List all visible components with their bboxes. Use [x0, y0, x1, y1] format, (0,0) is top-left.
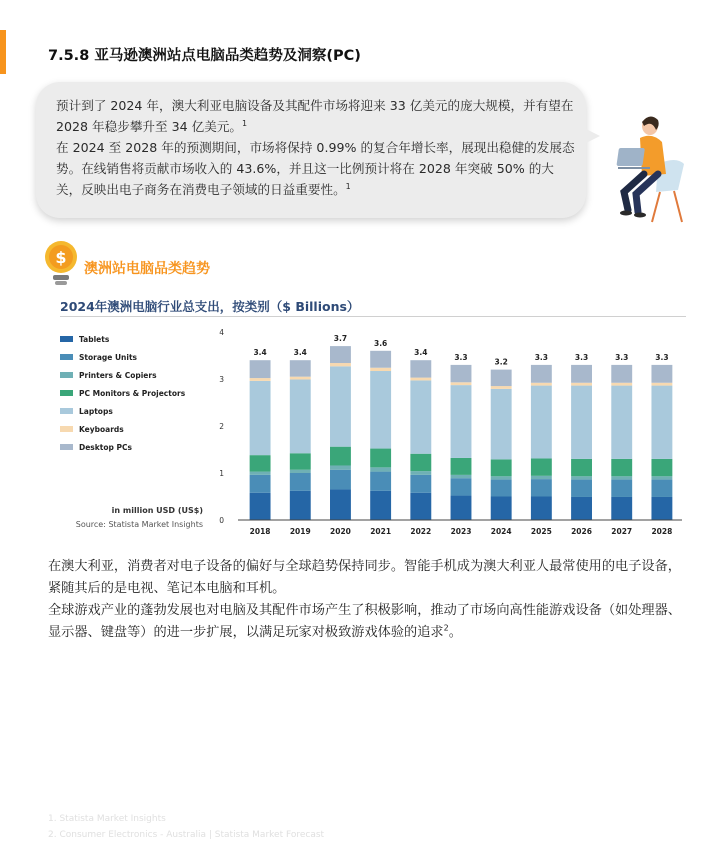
- x-tick-label: 2024: [490, 527, 512, 536]
- bar-segment: [290, 360, 311, 376]
- bar-total-label: 3.6: [373, 338, 388, 348]
- bar-total-label: 3.4: [253, 348, 267, 358]
- bar-total-label: 3.4: [414, 348, 428, 358]
- bar-segment: [370, 449, 391, 468]
- bar-segment: [451, 365, 472, 382]
- callout-text: [56, 95, 576, 200]
- bar-segment: [290, 379, 311, 453]
- chart-unit-label: in million USD (US$): [111, 506, 203, 515]
- chart-title: 2024年澳洲电脑行业总支出，按类别（$ Billions）: [60, 299, 360, 314]
- legend-item: [60, 384, 185, 402]
- bar-total-label: 3.3: [454, 352, 468, 362]
- bar-segment: [451, 475, 472, 478]
- x-tick-label: 2025: [530, 527, 552, 536]
- footnote-ref[interactable]: 1: [242, 118, 248, 128]
- bar-segment: [250, 472, 271, 475]
- legend-swatch: [60, 444, 73, 450]
- bar-segment: [491, 370, 512, 386]
- bar-segment: [611, 365, 632, 383]
- legend-label: Laptops: [79, 406, 113, 416]
- bar-segment: [571, 383, 592, 386]
- bar-segment: [571, 459, 592, 476]
- body-paragraph-2-text: 全球游戏产业的蓬勃发展也对电脑及其配件市场产生了积极影响，推动了市场向高性能游戏设备（如处理器、显示器、键盘等）的进一步扩展，以满足玩家对极致游戏体验的追求: [48, 603, 681, 640]
- y-tick-label: 2: [219, 422, 224, 431]
- bar-segment: [611, 497, 632, 520]
- legend-swatch: [60, 372, 73, 378]
- callout-paragraph-2: [56, 137, 576, 200]
- bar-segment: [330, 447, 351, 466]
- stacked-bar-chart: [208, 322, 688, 540]
- section-accent-bar: [0, 30, 6, 74]
- bar-segment: [330, 489, 351, 520]
- footnote-ref[interactable]: 2: [443, 623, 449, 633]
- svg-text:$: $: [55, 248, 67, 267]
- footnote-ref[interactable]: 1: [345, 181, 351, 191]
- dollar-coin-icon: [44, 240, 78, 290]
- bar-segment: [370, 467, 391, 471]
- bar-segment: [290, 470, 311, 473]
- body-text: [48, 556, 688, 644]
- body-paragraph-2-end: 。: [448, 625, 462, 640]
- bar-segment: [290, 491, 311, 520]
- bar-segment: [370, 368, 391, 371]
- bar-segment: [651, 476, 672, 479]
- bar-total-label: 3.3: [615, 352, 629, 362]
- bar-segment: [571, 497, 592, 520]
- bar-segment: [531, 383, 552, 386]
- bar-segment: [330, 465, 351, 469]
- bar-segment: [571, 476, 592, 479]
- x-tick-label: 2027: [611, 527, 633, 536]
- bar-segment: [491, 389, 512, 460]
- bar-segment: [410, 493, 431, 520]
- x-tick-label: 2028: [651, 527, 673, 536]
- bar-segment: [250, 378, 271, 381]
- bar-segment: [370, 491, 391, 520]
- legend-swatch: [60, 390, 73, 396]
- bar-segment: [531, 365, 552, 383]
- legend-swatch: [60, 426, 73, 432]
- bar-segment: [531, 497, 552, 521]
- bar-segment: [651, 459, 672, 476]
- legend-label: Keyboards: [79, 424, 124, 434]
- bar-segment: [651, 365, 672, 383]
- x-tick-label: 2021: [370, 527, 392, 536]
- legend-label: PC Monitors & Projectors: [79, 388, 186, 398]
- legend-swatch: [60, 354, 73, 360]
- bar-segment: [370, 371, 391, 449]
- bar-segment: [651, 386, 672, 459]
- bar-segment: [651, 383, 672, 386]
- x-tick-label: 2023: [450, 527, 472, 536]
- bar-segment: [330, 366, 351, 446]
- legend-label: Desktop PCs: [79, 442, 132, 452]
- bar-total-label: 3.3: [574, 352, 589, 362]
- bar-segment: [491, 459, 512, 476]
- bar-segment: [491, 476, 512, 479]
- bar-segment: [531, 458, 552, 475]
- bar-segment: [250, 493, 271, 520]
- bar-segment: [611, 383, 632, 386]
- body-paragraph-1: 在澳大利亚，消费者对电子设备的偏好与全球趋势保持同步。智能手机成为澳大利亚人最常使用的电子设备，紧随其后的是电视、笔记本电脑和耳机。: [48, 559, 681, 596]
- bar-segment: [330, 346, 351, 363]
- bar-segment: [330, 470, 351, 490]
- bar-total-label: 3.3: [655, 352, 669, 362]
- bar-segment: [611, 480, 632, 497]
- x-tick-label: 2019: [289, 527, 311, 536]
- bar-segment: [370, 351, 391, 368]
- bar-segment: [290, 377, 311, 380]
- bar-segment: [531, 479, 552, 496]
- bar-segment: [651, 497, 672, 520]
- bar-segment: [451, 458, 472, 475]
- bar-total-label: 3.2: [494, 357, 508, 367]
- legend-item: [60, 420, 185, 438]
- bar-segment: [410, 360, 431, 377]
- bar-total-label: 3.7: [333, 334, 348, 344]
- chart-legend: [60, 330, 185, 456]
- bar-segment: [531, 476, 552, 479]
- callout-tail: [572, 122, 600, 150]
- bar-segment: [290, 453, 311, 469]
- bar-segment: [370, 472, 391, 491]
- bar-segment: [250, 360, 271, 378]
- callout-paragraph-1-text: 预计到了 2024 年，澳大利亚电脑设备及其配件市场将迎来 33 亿美元的庞大规模，并有望在 2028 年稳步攀升至 34 亿美元。: [56, 98, 574, 134]
- bar-segment: [250, 381, 271, 455]
- bar-segment: [491, 497, 512, 521]
- y-tick-label: 4: [219, 328, 224, 337]
- legend-label: Tablets: [79, 334, 110, 344]
- bar-total-label: 3.3: [534, 352, 549, 362]
- legend-item: [60, 348, 185, 366]
- bar-segment: [451, 385, 472, 458]
- bar-segment: [571, 365, 592, 383]
- chart-source: Source: Statista Market Insights: [75, 520, 203, 529]
- bar-segment: [250, 475, 271, 493]
- legend-item: [60, 402, 185, 420]
- x-tick-label: 2022: [410, 527, 432, 536]
- footnote-2: 2. Consumer Electronics - Australia | Statista Market Forecast: [48, 830, 325, 840]
- bar-segment: [491, 480, 512, 497]
- bar-segment: [651, 480, 672, 497]
- chart-title-rule: [60, 316, 686, 317]
- callout-paragraph-1: [56, 95, 576, 137]
- bar-segment: [571, 480, 592, 497]
- bar-segment: [410, 378, 431, 381]
- legend-swatch: [60, 408, 73, 414]
- subsection-title: 澳洲站电脑品类趋势: [84, 261, 210, 277]
- legend-label: Printers & Copiers: [79, 370, 157, 380]
- person-with-laptop-icon: [606, 112, 696, 224]
- x-tick-label: 2018: [249, 527, 271, 536]
- legend-swatch: [60, 336, 73, 342]
- legend-item: [60, 438, 185, 456]
- callout-paragraph-2-text: 在 2024 至 2028 年的预测期间，市场将保持 0.99% 的复合年增长率，展现出稳健的发展态势。在线销售将贡献市场收入的 43.6%，并且这一比例预计将在 2028 年突破 50% 的大关，反映出电子商务在消费电子领域的日益重要性。: [56, 140, 575, 197]
- section-title: 7.5.8 亚马逊澳洲站点电脑品类趋势及洞察(PC): [48, 48, 361, 64]
- bar-segment: [611, 476, 632, 479]
- bar-segment: [611, 386, 632, 459]
- x-tick-label: 2026: [571, 527, 592, 536]
- legend-label: Storage Units: [79, 352, 138, 362]
- bar-segment: [330, 363, 351, 366]
- bar-segment: [571, 386, 592, 459]
- x-tick-label: 2020: [330, 527, 351, 536]
- y-tick-label: 1: [219, 469, 224, 478]
- bar-segment: [290, 473, 311, 491]
- legend-item: [60, 366, 185, 384]
- footnotes: [48, 811, 324, 843]
- bar-segment: [491, 386, 512, 389]
- bar-segment: [410, 475, 431, 493]
- bar-segment: [410, 380, 431, 453]
- body-paragraph-2: [48, 600, 688, 644]
- bar-segment: [410, 471, 431, 475]
- bar-segment: [531, 386, 552, 459]
- legend-item: [60, 330, 185, 348]
- bar-segment: [250, 455, 271, 471]
- bar-segment: [410, 454, 431, 471]
- y-tick-label: 3: [219, 375, 224, 384]
- bar-segment: [611, 459, 632, 476]
- footnote-1: 1. Statista Market Insights: [48, 814, 166, 824]
- y-tick-label: 0: [219, 516, 224, 525]
- bar-segment: [451, 478, 472, 495]
- bar-segment: [451, 496, 472, 520]
- bar-total-label: 3.4: [293, 348, 307, 358]
- bar-segment: [451, 382, 472, 385]
